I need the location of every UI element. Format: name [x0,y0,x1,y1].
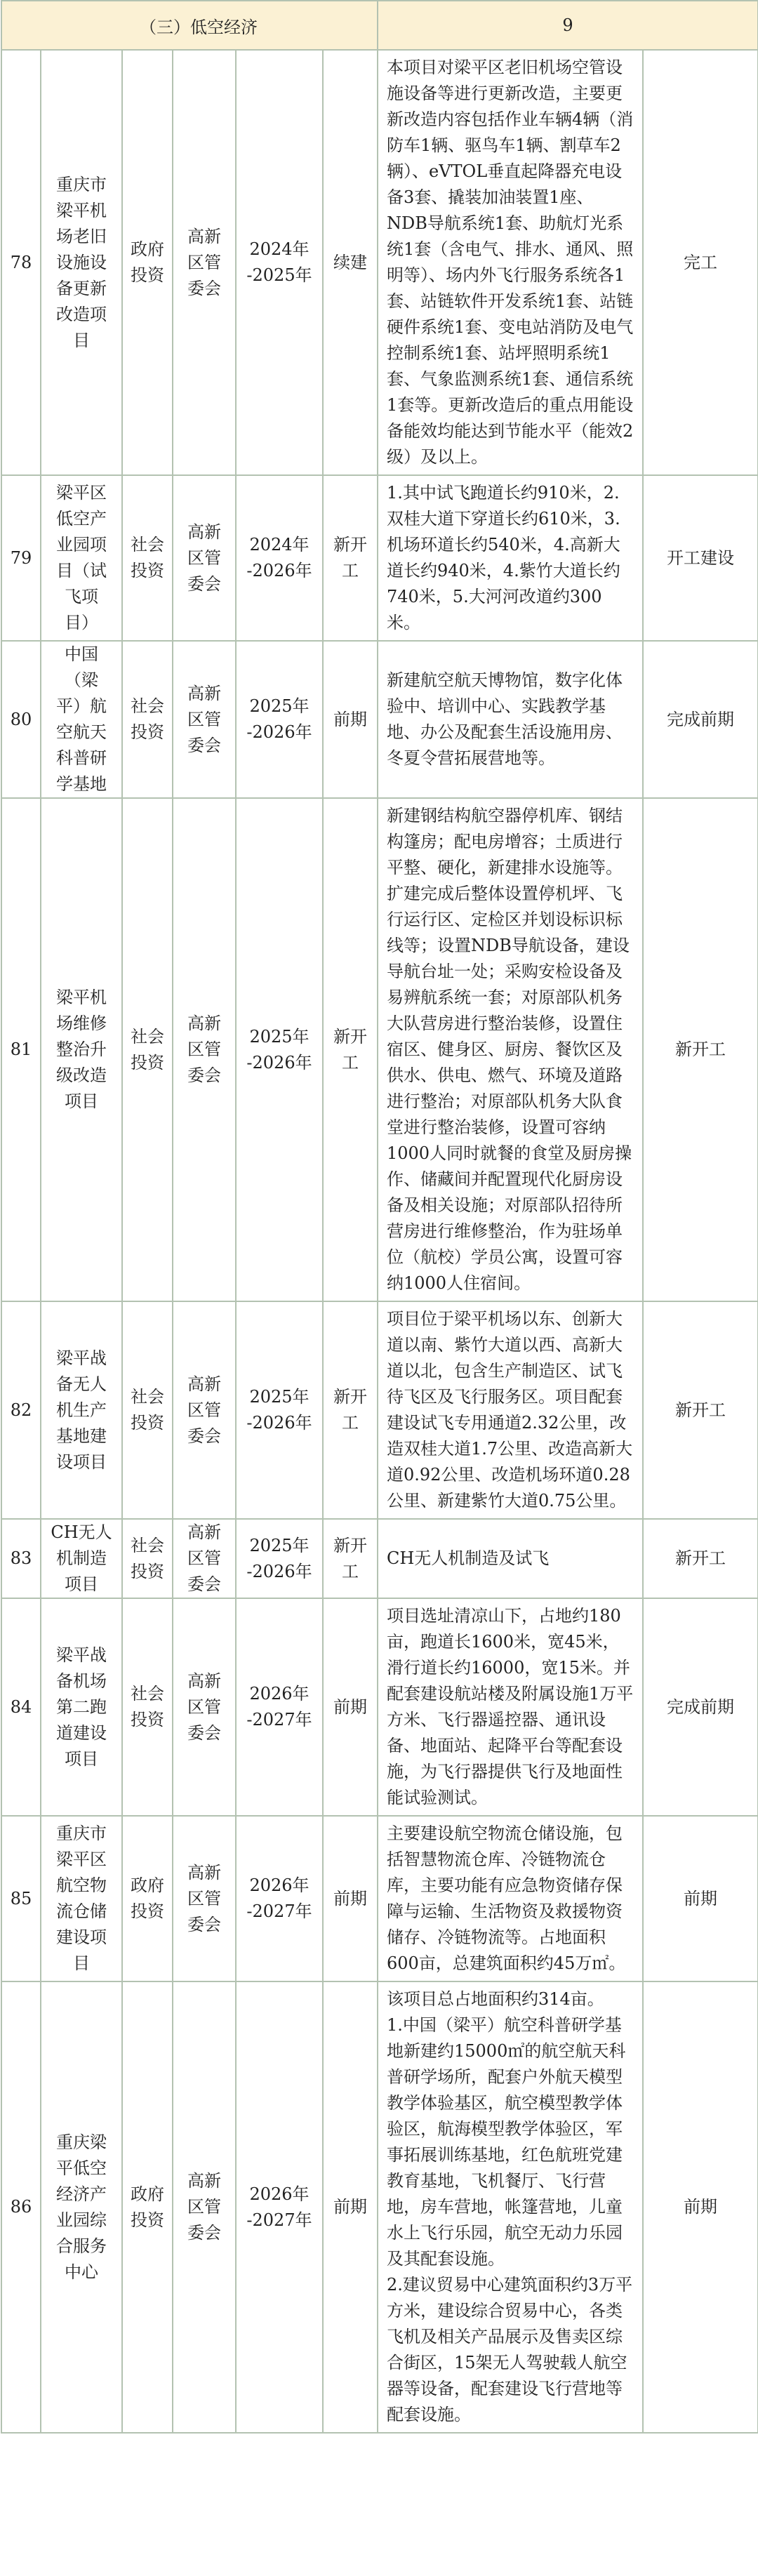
project-name-text: 重庆梁 平低空 经济产 业园综 合服务 中心 [56,2132,107,2282]
table-row [1,1519,758,1598]
investment-type [122,50,173,475]
construction-period-text: 2024年 -2026年 [246,535,312,580]
construction-content [378,798,643,1301]
project-stage-text: 前期 [333,709,367,729]
annual-goal-text: 前期 [684,2197,717,2217]
row-number-text: 79 [10,547,32,568]
responsible-unit-text: 高新 区管 委会 [187,683,221,755]
investment-type [122,1301,173,1519]
construction-period [236,798,323,1301]
construction-period-text: 2026年 -2027年 [246,1684,312,1729]
project-stage [323,798,378,1301]
investment-type-text: 社会 投资 [131,535,164,580]
project-stage-text: 前期 [333,1888,367,1908]
annual-goal [643,1301,758,1519]
project-table [1,0,758,2434]
project-stage-text: 新开 工 [333,1535,367,1581]
project-name [41,475,122,641]
investment-type [122,1981,173,2433]
section-count: 9 [378,1,758,50]
responsible-unit [173,50,236,475]
investment-type [122,798,173,1301]
investment-type-text: 社会 投资 [131,1387,164,1433]
construction-content [378,1598,643,1816]
annual-goal [643,1981,758,2433]
project-stage [323,50,378,475]
construction-period [236,1981,323,2433]
table-row [1,50,758,475]
project-name [41,1301,122,1519]
investment-type [122,641,173,798]
row-number-text: 86 [10,2197,32,2217]
row-number [1,641,41,798]
table-row [1,475,758,641]
responsible-unit-text: 高新 区管 委会 [187,226,221,298]
project-stage-text: 新开 工 [333,1387,367,1433]
construction-content [378,50,643,475]
row-number-text: 80 [10,709,32,729]
construction-period [236,50,323,475]
row-number [1,1598,41,1816]
construction-content-text: 新建航空航天博物馆，数字化体验中、培训中心、实践教学基地、办公及配套生活设施用房、冬夏令营拓展营地等。 [387,670,623,768]
table-row [1,1301,758,1519]
project-name-text: 重庆市 梁平区 航空物 流仓储 建设项 目 [56,1824,107,1973]
construction-period-text: 2026年 -2027年 [246,2184,312,2230]
responsible-unit-text: 高新 区管 委会 [187,2171,221,2243]
annual-goal-text: 开工建设 [667,547,734,568]
project-name-text: 中国 （梁 平）航 空航天 科普研 学基地 [56,644,107,794]
row-number [1,1816,41,1981]
project-stage-text: 续建 [333,252,367,272]
table-row [1,798,758,1301]
investment-type-text: 社会 投资 [131,1535,164,1581]
construction-content [378,1519,643,1598]
construction-period-text: 2025年 -2026年 [246,696,312,742]
table-row [1,641,758,798]
annual-goal-text: 完成前期 [667,1697,734,1717]
annual-goal-text: 新开工 [675,1040,726,1059]
investment-type [122,1519,173,1598]
project-stage [323,475,378,641]
investment-type-text: 政府 投资 [131,239,164,285]
responsible-unit-text: 高新 区管 委会 [187,1522,221,1594]
investment-type-text: 政府 投资 [131,2184,164,2230]
construction-period-text: 2025年 -2026年 [246,1535,312,1581]
annual-goal-text: 新开工 [675,1548,726,1568]
project-name [41,641,122,798]
annual-goal-text: 完工 [684,252,717,272]
annual-goal [643,1519,758,1598]
annual-goal-text: 前期 [684,1888,717,1908]
project-stage-text: 新开 工 [333,535,367,580]
section-header-row [1,1,758,50]
investment-type [122,1598,173,1816]
annual-goal [643,475,758,641]
row-number-text: 82 [10,1400,32,1420]
responsible-unit-text: 高新 区管 委会 [187,1671,221,1743]
row-number [1,1981,41,2433]
project-name-text: 梁平战 备机场 第二跑 道建设 项目 [56,1645,107,1769]
construction-content-text: 该项目总占地面积约314亩。 1.中国（梁平）航空科普研学基地新建约15000㎡的航空航天科普研学场所，配套户外航天模型教学体验基区，航空模型教学体验区，航海模型教学体验区，军事拓展训练基地，红色航班党建教育基地，飞机餐厅、飞行营地，房车营地，帐篷营地，儿童水上飞行乐园，航空无动力乐园及其配套设施。 2.建议贸易中心建筑面积约3万平方米，建设综合贸易中心，各类飞机及相关产品展示及售卖区综合街区，15架无人驾驶载人航空器等设备，配套建设飞行营地等配套设施。 [387,1989,633,2424]
row-number [1,798,41,1301]
project-stage [323,1598,378,1816]
project-name-text: CH无人 机制造 项目 [51,1522,112,1594]
row-number-text: 84 [10,1697,32,1717]
construction-content-text: 项目选址清凉山下，占地约180亩，跑道长1600米，宽45米，滑行道长约16000，宽15米。并配套建设航站楼及附属设施1万平方米、飞行器遥控器、通讯设备、地面站、起降平台等配套设施，为飞行器提供飞行及地面性能试验测试。 [387,1606,634,1807]
investment-type-text: 社会 投资 [131,1684,164,1729]
construction-period [236,641,323,798]
annual-goal-text: 新开工 [675,1400,726,1420]
row-number [1,1301,41,1519]
responsible-unit [173,641,236,798]
project-stage [323,1301,378,1519]
project-stage-text: 前期 [333,2197,367,2217]
construction-content [378,641,643,798]
responsible-unit-text: 高新 区管 委会 [187,1374,221,1446]
responsible-unit-text: 高新 区管 委会 [187,1862,221,1934]
construction-period-text: 2025年 -2026年 [246,1026,312,1073]
project-stage [323,641,378,798]
annual-goal [643,641,758,798]
investment-type-text: 政府 投资 [131,1875,164,1921]
annual-goal-text: 完成前期 [667,709,734,729]
project-name [41,1816,122,1981]
construction-content-text: 1.其中试飞跑道长约910米，2.双桂大道下穿道长约610米，3.机场环道长约540米，4.高新大道长约940米，4.紫竹大道长约740米，5.大河河改道约300米。 [387,483,620,632]
investment-type-text: 社会 投资 [131,696,164,742]
project-stage [323,1816,378,1981]
construction-period-text: 2025年 -2026年 [246,1387,312,1433]
annual-goal [643,1816,758,1981]
construction-period [236,1301,323,1519]
responsible-unit-text: 高新 区管 委会 [187,522,221,594]
project-name [41,1519,122,1598]
construction-content-text: 本项目对梁平区老旧机场空管设施设备等进行更新改造，主要更新改造内容包括作业车辆4辆（消防车1辆、驱鸟车1辆、割草车2辆）、eVTOL垂直起降器充电设备3套、撬装加油装置1座、NDB导航系统1套、助航灯光系统1套（含电气、排水、通风、照明等）、场内外飞行服务系统各1套、站链软件开发系统1套、站链硬件系统1套、变电站消防及电气控制系统1套、站坪照明系统1套、气象监测系统1套、通信系统1套等。更新改造后的重点用能设备能效均能达到节能水平（能效2级）及以上。 [387,58,634,467]
responsible-unit [173,798,236,1301]
project-stage [323,1519,378,1598]
section-label: （三）低空经济 [1,1,378,50]
construction-period-text: 2024年 -2025年 [246,239,312,285]
row-number-text: 78 [10,252,32,272]
construction-content [378,1816,643,1981]
project-name [41,798,122,1301]
row-number [1,1519,41,1598]
project-stage-text: 前期 [333,1697,367,1717]
construction-period [236,1598,323,1816]
investment-type-text: 社会 投资 [131,1026,164,1073]
construction-content [378,1981,643,2433]
construction-content [378,1301,643,1519]
construction-period [236,475,323,641]
project-name-text: 梁平战 备无人 机生产 基地建 设项目 [56,1348,107,1472]
project-stage [323,1981,378,2433]
construction-period [236,1519,323,1598]
annual-goal [643,50,758,475]
construction-content-text: 项目位于梁平机场以东、创新大道以南、紫竹大道以西、高新大道以北，包含生产制造区、试飞待飞区及飞行服务区。项目配套建设试飞专用通道2.32公里，改造双桂大道1.7公里、改造高新大道0.92公里、改造机场环道0.28公里、新建紫竹大道0.75公里。 [387,1309,633,1511]
responsible-unit [173,1301,236,1519]
table-row [1,1816,758,1981]
responsible-unit [173,1598,236,1816]
responsible-unit [173,1519,236,1598]
project-name [41,1598,122,1816]
project-name-text: 梁平机 场维修 整治升 级改造 项目 [56,988,107,1111]
construction-content-text: 新建钢结构航空器停机库、钢结构篷房；配电房增容；土质进行平整、硬化，新建排水设施等。扩建完成后整体设置停机坪、飞行运行区、定检区并划设标识标线等；设置NDB导航设备，建设导航台址一处；采购安检设备及易辨航系统一套；对原部队机务大队营房进行整治装修，设置住宿区、健身区、厨房、餐饮区及供水、供电、燃气、环境及道路进行整治；对原部队机务大队食堂进行整治装修，设置可容纳1000人同时就餐的食堂及厨房操作、储藏间并配置现代化厨房设备及相关设施；对原部队招待所营房进行维修整治，作为驻场单位（航校）学员公寓，设置可容纳1000人住宿间。 [387,806,632,1293]
construction-period [236,1816,323,1981]
construction-content [378,475,643,641]
project-name-text: 梁平区 低空产 业园项 目（试 飞项 目） [56,483,107,632]
annual-goal [643,798,758,1301]
row-number [1,475,41,641]
table-row [1,1598,758,1816]
investment-type [122,475,173,641]
construction-content-text: CH无人机制造及试飞 [387,1548,550,1568]
responsible-unit [173,1816,236,1981]
annual-goal [643,1598,758,1816]
row-number-text: 83 [10,1548,32,1568]
investment-type [122,1816,173,1981]
construction-period-text: 2026年 -2027年 [246,1875,312,1921]
responsible-unit [173,475,236,641]
responsible-unit-text: 高新 区管 委会 [187,1014,221,1085]
row-number-text: 85 [10,1888,32,1908]
table-row [1,1981,758,2433]
project-name [41,50,122,475]
row-number-text: 81 [10,1040,32,1059]
project-name [41,1981,122,2433]
construction-content-text: 主要建设航空物流仓储设施，包括智慧物流仓库、冷链物流仓库，主要功能有应急物资储存保障与运输、生活物资及救援物资储存、冷链物流等。占地面积600亩，总建筑面积约45万㎡。 [387,1824,626,1973]
project-stage-text: 新开 工 [333,1026,367,1073]
responsible-unit [173,1981,236,2433]
row-number [1,50,41,475]
project-name-text: 重庆市 梁平机 场老旧 设施设 备更新 改造项 目 [56,174,107,350]
